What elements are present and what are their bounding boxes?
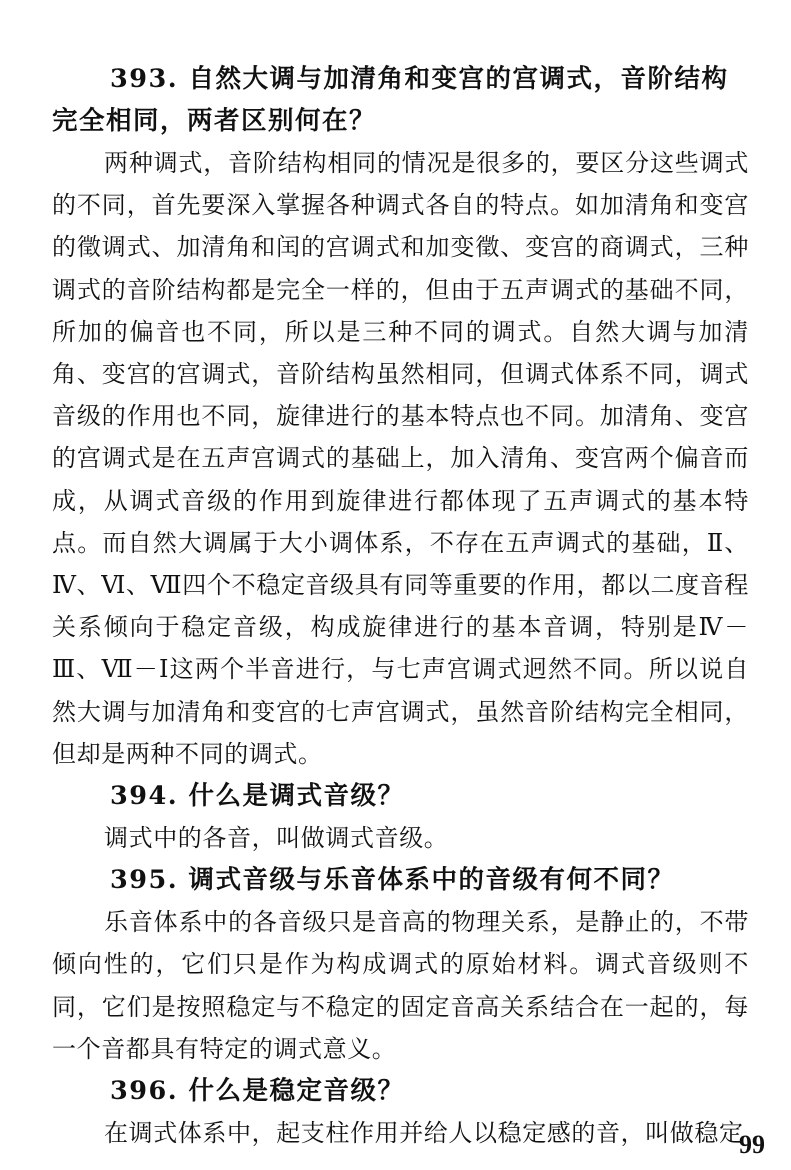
question-394-heading: 394. 什么是调式音级？	[110, 781, 405, 812]
question-396-answer: 在调式体系中，起支柱作用并给人以稳定感的音，叫做稳定	[104, 1119, 744, 1148]
question-393-answer: 两种调式，音阶结构相同的情况是很多的，要区分这些调式的不同，首先要深入掌握各种调式各自的特点。如加清角和变宫的徵调式、加清角和闰的宫调式和加变徵、变宫的商调式，三种调式的音阶结构都是完全一样的，但由于五声调式的基础不同，所加的偏音也不同，所以是三种不同的调式。自然大调与加清角、变宫的宫调式，音阶结构虽然相同，但调式体系不同，调式音级的作用也不同，旋律进行的基本特点也不同。加清角、变宫的宫调式是在五声宫调式的基础上，加入清角、变宫两个偏音而成，从调式音级的作用到旋律进行都体现了五声调式的基本特点。而自然大调属于大小调体系，不存在五声调式的基础，Ⅱ、Ⅳ、Ⅵ、Ⅶ四个不稳定音级具有同等重要的作用，都以二度音程关系倾向于稳定音级，构成旋律进行的基本音调，特别是Ⅳ－Ⅲ、Ⅶ－Ⅰ这两个半音进行，与七声宫调式迥然不同。所以说自然大调与加清角和变宫的七声宫调式，虽然音阶结构完全相同，但却是两种不同的调式。	[52, 149, 749, 768]
question-394-answer: 调式中的各音，叫做调式音级。	[104, 824, 449, 853]
question-395-heading: 395. 调式音级与乐音体系中的音级有何不同？	[110, 865, 675, 896]
question-396-heading: 396. 什么是稳定音级？	[110, 1076, 405, 1107]
question-395-answer: 乐音体系中的各音级只是音高的物理关系，是静止的，不带倾向性的，它们只是作为构成调式的原始材料。调式音级则不同，它们是按照稳定与不稳定的固定音高关系结合在一起的，每一个音都具有特定的调式意义。	[52, 908, 749, 1063]
page-number: 99	[739, 1130, 765, 1159]
question-393-heading: 393. 自然大调与加清角和变宫的宫调式，音阶结构完全相同，两者区别何在？	[52, 64, 729, 136]
